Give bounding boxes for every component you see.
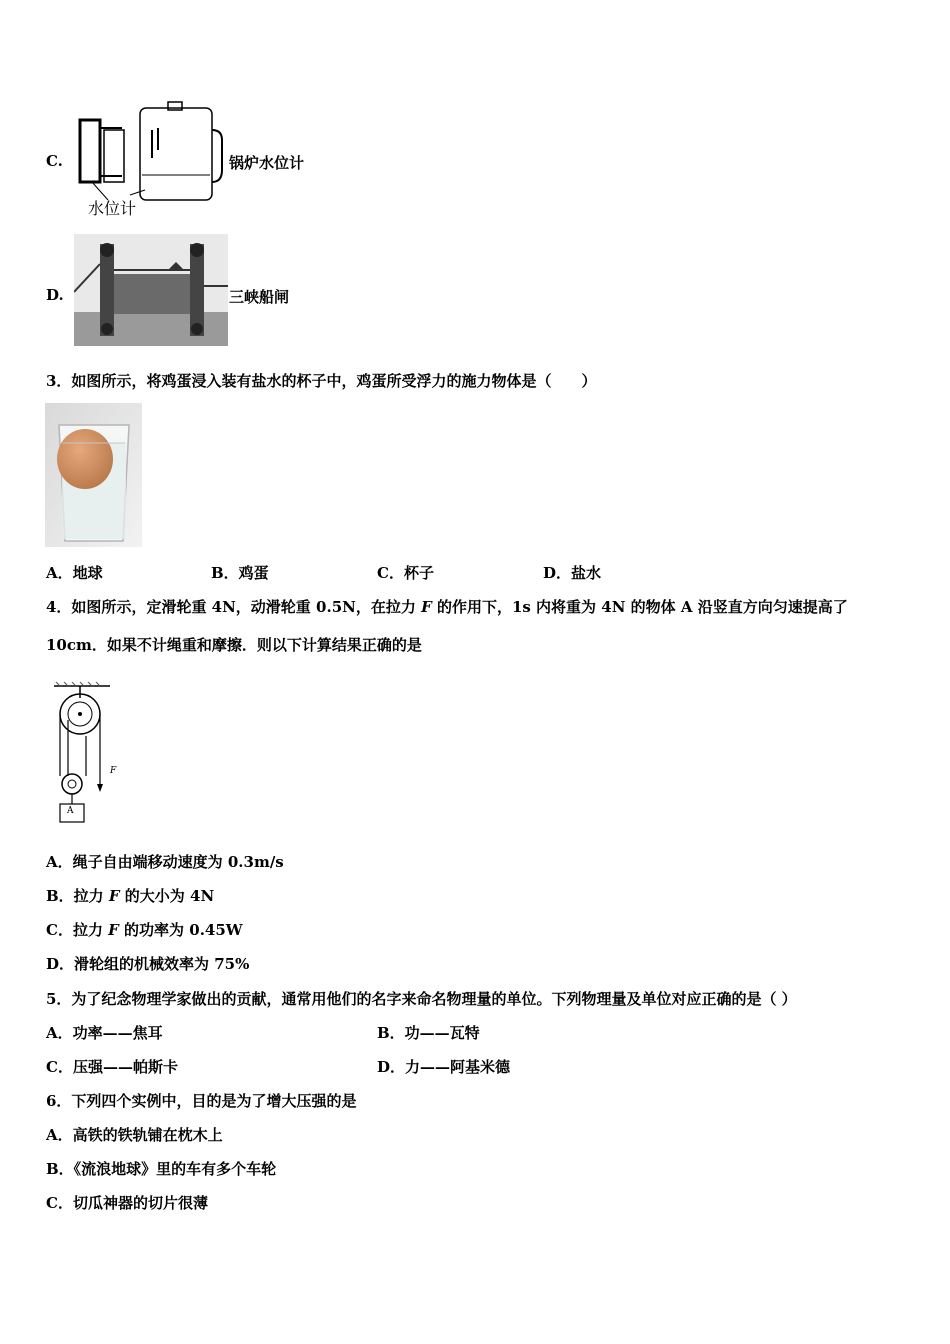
q3-option-a: A．地球 — [46, 564, 103, 582]
q6-stem: 6．下列四个实例中，目的是为了增大压强的是 — [46, 1092, 357, 1110]
q3-option-b: B．鸡蛋 — [211, 564, 269, 582]
option-d-label: D. — [46, 286, 64, 304]
q4-option-d: D．滑轮组的机械效率为 75% — [46, 955, 250, 973]
q4-option-c: C．拉力 F 的功率为 0.45W — [46, 921, 243, 939]
q6-option-b: B．《流浪地球》里的车有多个车轮 — [46, 1160, 277, 1178]
ship-lock-figure — [74, 234, 228, 346]
q4-stem-line1: 4．如图所示，定滑轮重 4N，动滑轮重 0.5N，在拉力 F 的作用下，1s 内将重为 4N 的物体 A 沿竖直方向匀速提高了 — [46, 598, 848, 616]
q3-stem: 3．如图所示，将鸡蛋浸入装有盐水的杯子中，鸡蛋所受浮力的施力物体是（ ） — [46, 372, 597, 390]
egg-in-salt-water-photo — [45, 403, 142, 547]
option-c-caption: 锅炉水位计 — [229, 154, 305, 172]
option-c-label: C. — [46, 152, 63, 170]
q4-option-b: B．拉力 F 的大小为 4N — [46, 887, 215, 905]
q5-option-b: B．功——瓦特 — [377, 1024, 480, 1042]
q5-option-d: D．力——阿基米德 — [377, 1058, 511, 1076]
q5-option-c: C．压强——帕斯卡 — [46, 1058, 178, 1076]
q3-option-c: C．杯子 — [377, 564, 434, 582]
water-gauge-sublabel: 水位计 — [88, 199, 137, 218]
q6-option-c: C．切瓜神器的切片很薄 — [46, 1194, 208, 1212]
pulley-figure-label-a: A — [67, 806, 74, 816]
q3-option-d: D．盐水 — [543, 564, 602, 582]
q6-option-a: A．高铁的铁轨铺在枕木上 — [46, 1126, 223, 1144]
pulley-figure-label-f: F — [110, 766, 117, 776]
q5-option-a: A．功率——焦耳 — [46, 1024, 163, 1042]
q4-option-a: A．绳子自由端移动速度为 0.3m/s — [46, 853, 284, 871]
q4-stem-line2: 10cm．如果不计绳重和摩擦．则以下计算结果正确的是 — [46, 636, 422, 654]
option-d-caption: 三峡船闸 — [229, 288, 290, 306]
q5-stem: 5．为了纪念物理学家做出的贡献，通常用他们的名字来命名物理量的单位。下列物理量及单位对应正确的是（ ） — [46, 990, 797, 1008]
pulley-system-figure — [50, 680, 130, 830]
